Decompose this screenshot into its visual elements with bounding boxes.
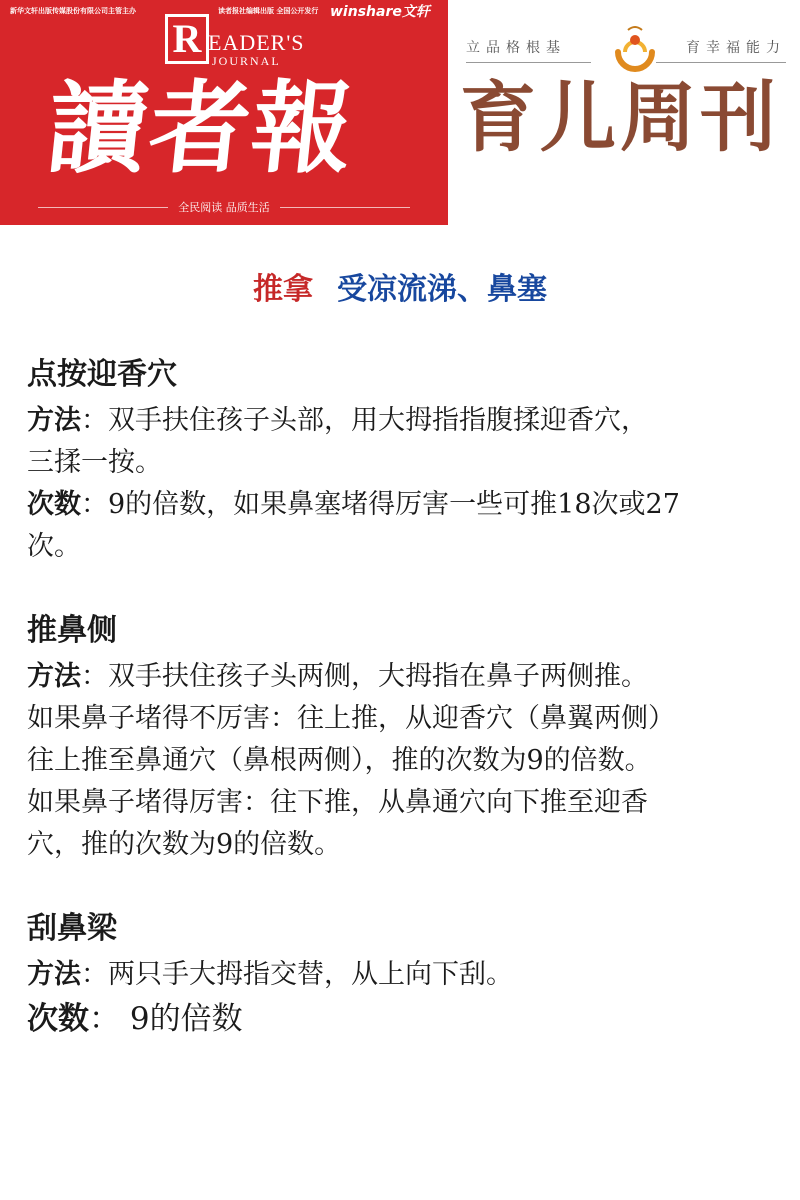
journal-english-subtitle: JOURNAL xyxy=(212,54,281,68)
divider xyxy=(466,62,591,63)
body-line: 如果鼻子堵得不厉害：往上推，从迎香穴（鼻翼两侧） xyxy=(27,703,675,734)
method-line: 方法：双手扶住孩子头部，用大拇指指腹揉迎香穴， xyxy=(27,405,648,436)
winshare-logo: winshare文轩 xyxy=(330,4,430,20)
title-tag: 推拿 xyxy=(253,272,313,307)
section-heading: 推鼻侧 xyxy=(27,613,117,648)
parenting-weekly-title: 育儿周刊 xyxy=(460,73,780,162)
method-line-cont: 三揉一按。 xyxy=(27,447,162,478)
count-line: 次数：9的倍数，如果鼻塞堵得厉害一些可推18次或27 xyxy=(27,489,680,520)
sunrise-logo-icon xyxy=(608,22,662,72)
method-line: 方法：双手扶住孩子头两侧，大拇指在鼻子两侧推。 xyxy=(27,661,648,692)
body-line: 如果鼻子堵得厉害：往下推，从鼻通穴向下推至迎香 xyxy=(27,787,648,818)
count-label: 次数 xyxy=(27,489,81,520)
article-body xyxy=(27,352,787,1082)
body-line: 穴，推的次数为9的倍数。 xyxy=(27,829,342,860)
readers-journal-masthead xyxy=(0,0,448,225)
method-label: 方法 xyxy=(27,661,81,692)
divider xyxy=(656,62,786,63)
body-line: 往上推至鼻通穴（鼻根两侧），推的次数为9的倍数。 xyxy=(27,745,652,776)
method-line: 方法：两只手大拇指交替，从上向下刮。 xyxy=(27,959,513,990)
readers-initial-box: R xyxy=(165,14,209,64)
title-topic: 受凉流涕、鼻塞 xyxy=(337,272,547,307)
edition-note: 读者报社编辑出版 全国公开发行 xyxy=(218,7,319,15)
section-scrape-nose-bridge xyxy=(27,906,787,1042)
count-line-cont: 次。 xyxy=(27,531,81,562)
motto-right: 育幸福能力 xyxy=(686,40,786,56)
parenting-weekly-masthead xyxy=(448,0,800,225)
readers-english-title: EADER'S xyxy=(208,30,305,55)
publisher-note: 新华文轩出版传媒股份有限公司主管主办 xyxy=(10,7,136,15)
method-label: 方法 xyxy=(27,405,81,436)
section-heading: 刮鼻梁 xyxy=(27,911,117,946)
section-acupoint-press xyxy=(27,352,787,568)
section-heading: 点按迎香穴 xyxy=(27,357,177,392)
count-label: 次数 xyxy=(27,1001,89,1037)
divider xyxy=(38,207,168,208)
masthead-slogan: 全民阅读 品质生活 xyxy=(0,200,448,214)
divider xyxy=(280,207,410,208)
section-push-nose-sides xyxy=(27,608,787,866)
article-title xyxy=(0,264,800,308)
motto-row xyxy=(460,22,786,68)
count-line: 次数： 9的倍数 xyxy=(27,1001,243,1037)
method-label: 方法 xyxy=(27,959,81,990)
motto-left: 立品格根基 xyxy=(466,40,566,56)
readers-chinese-title: 讀者報 xyxy=(41,69,361,187)
